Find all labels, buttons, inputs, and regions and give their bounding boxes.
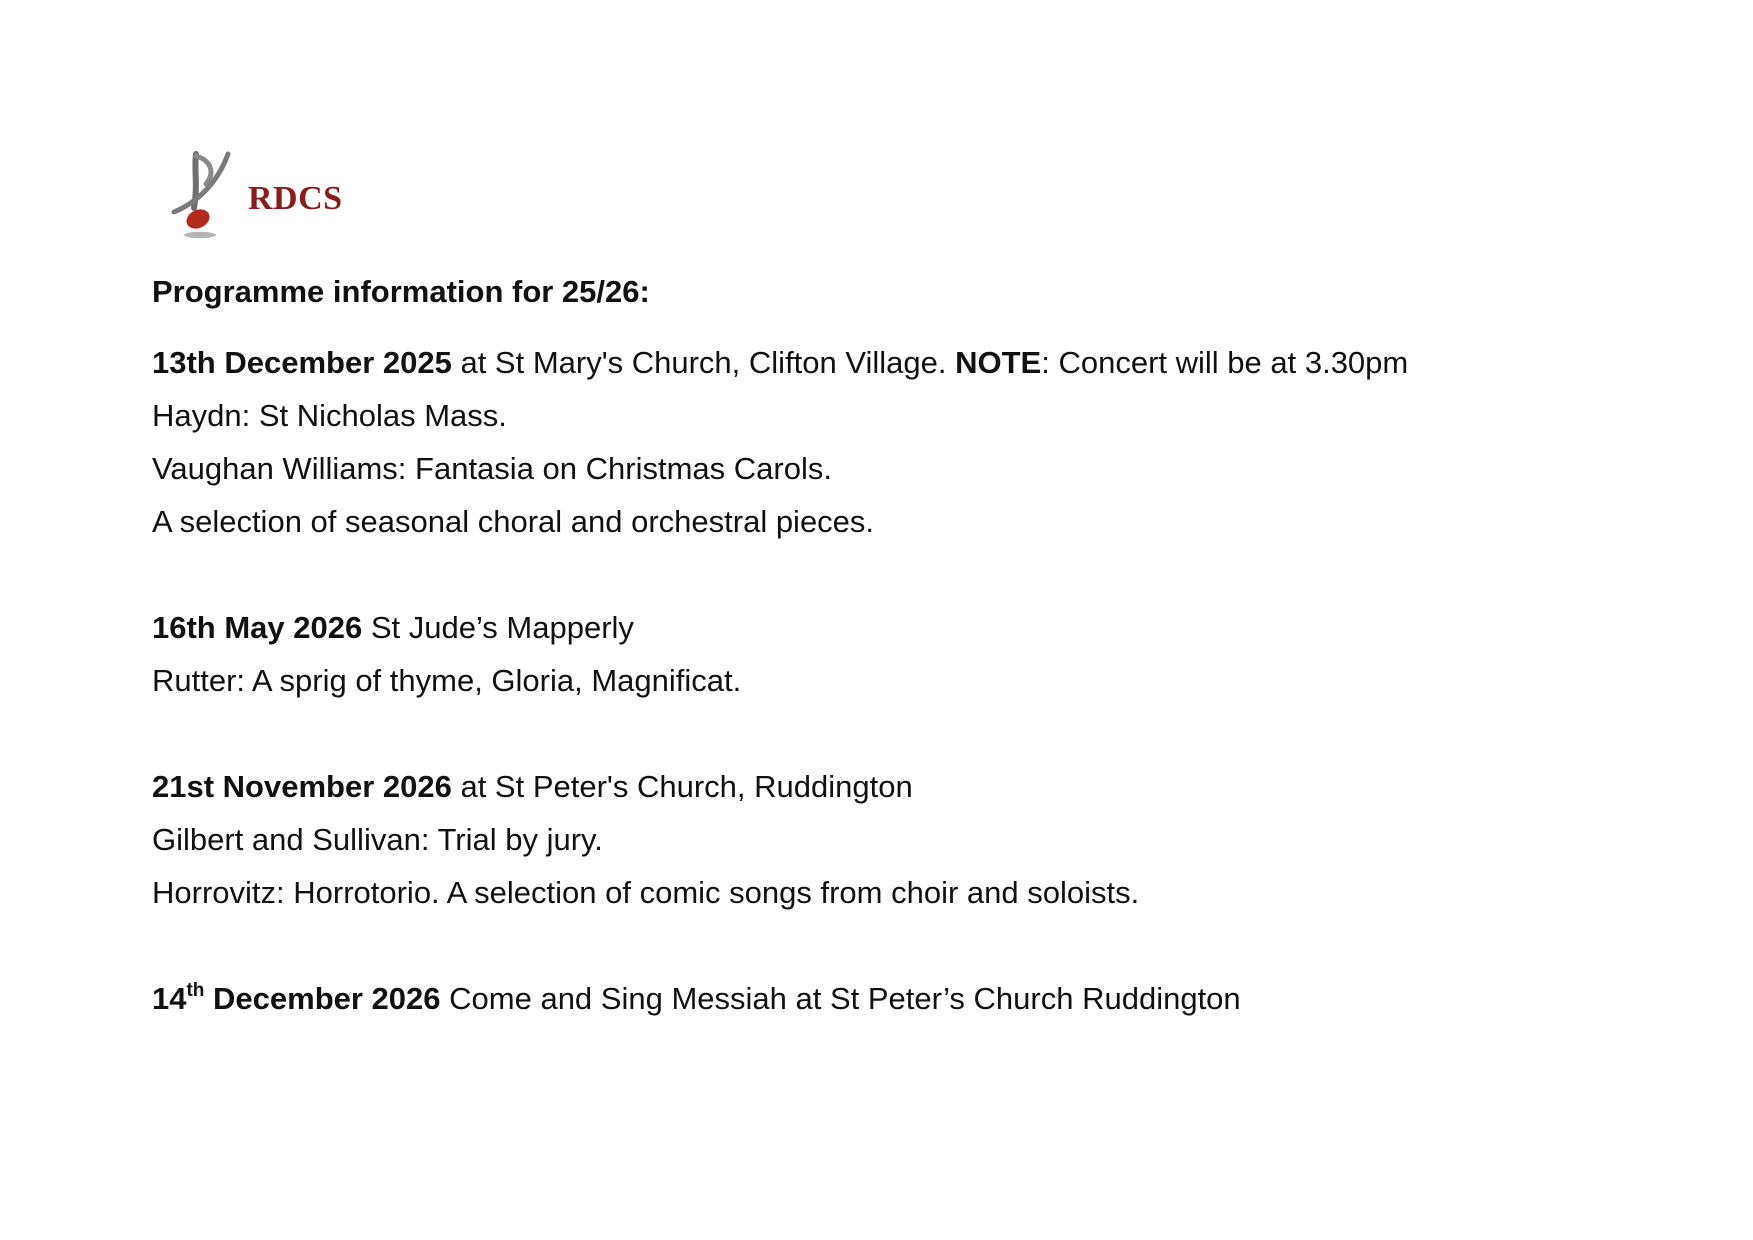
programme-document (152, 268, 1652, 1025)
event-headline (152, 336, 1652, 389)
note-text: : Concert will be at 3.30pm (1041, 345, 1409, 380)
event-block-may-2026 (152, 601, 1652, 707)
event-date (152, 981, 441, 1016)
programme-piece: Gilbert and Sullivan: Trial by jury. (152, 822, 603, 857)
event-venue: at St Mary's Church, Clifton Village. (451, 345, 956, 380)
event-venue: Come and Sing Messiah at St Peter’s Church Ruddington (440, 981, 1241, 1016)
event-date: 16th May 2026 (152, 610, 363, 645)
event-date: 13th December 2025 (152, 345, 452, 380)
event-date-day: 14 (152, 981, 187, 1016)
programme-piece: Horrovitz: Horrotorio. A selection of comic songs from choir and soloists. (152, 875, 1140, 910)
note-label: NOTE (955, 345, 1042, 380)
event-venue: St Jude’s Mapperly (362, 610, 634, 645)
programme-piece: A selection of seasonal choral and orchestral pieces. (152, 504, 875, 539)
event-date-rest: December 2026 (204, 981, 441, 1016)
event-block-december-2025 (152, 336, 1652, 548)
rdcs-logo (168, 150, 343, 242)
event-headline (152, 760, 1652, 813)
logo-text: RDCS (248, 180, 343, 217)
event-date-suffix: th (186, 980, 205, 1001)
programme-piece: Haydn: St Nicholas Mass. (152, 398, 507, 433)
event-block-november-2026 (152, 760, 1652, 919)
programme-piece: Vaughan Williams: Fantasia on Christmas Carols. (152, 451, 832, 486)
music-note-logo-icon (168, 150, 238, 242)
event-headline (152, 601, 1652, 654)
programme-piece: Rutter: A sprig of thyme, Gloria, Magnificat. (152, 663, 742, 698)
event-venue: at St Peter's Church, Ruddington (451, 769, 913, 804)
event-date: 21st November 2026 (152, 769, 452, 804)
page-title: Programme information for 25/26: (152, 274, 650, 309)
event-headline (152, 972, 1652, 1025)
event-block-december-2026 (152, 972, 1652, 1025)
